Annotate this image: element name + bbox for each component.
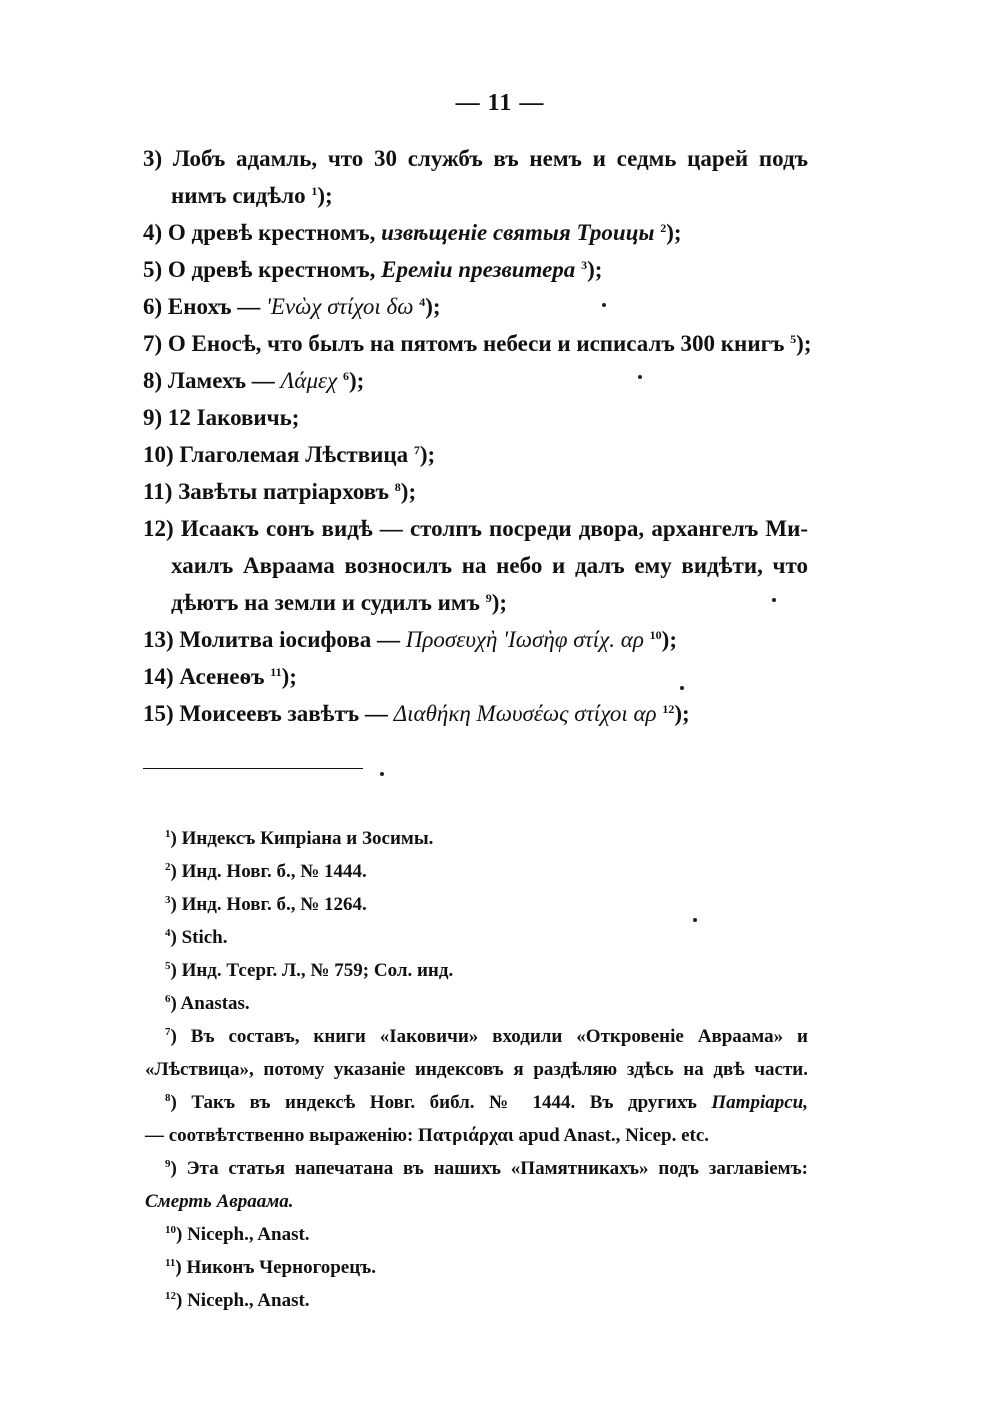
footnote-continuation xyxy=(145,1185,808,1218)
footnote-number: 8 xyxy=(165,1092,171,1104)
list-item xyxy=(143,288,808,325)
item-text: О древѣ крестномъ, xyxy=(167,257,376,282)
list-item xyxy=(143,621,808,658)
footnote-text: Никонъ Черногорецъ. xyxy=(186,1257,377,1278)
list-item xyxy=(143,399,808,436)
item-number: 11) xyxy=(143,479,173,504)
footnote-ref: 4 xyxy=(419,295,426,309)
list-item-continuation xyxy=(143,177,808,214)
footnote-number: 7 xyxy=(165,1026,171,1038)
list-item xyxy=(143,251,808,288)
list-item xyxy=(143,436,808,473)
item-number: 9) xyxy=(143,405,163,430)
footnote-ref: 9 xyxy=(485,591,492,605)
item-end: ); xyxy=(419,442,436,467)
footnote-continuation xyxy=(145,1053,808,1086)
footnote-text: Инд. Новг. б., № 1264. xyxy=(181,894,367,915)
item-number: 6) xyxy=(143,294,163,319)
footnote-text: «Лѣствица», потому указаніе индексовъ я раздѣляю здѣсь на двѣ части. xyxy=(145,1059,808,1080)
footnote-separator xyxy=(143,768,363,769)
footnote-continuation xyxy=(145,1119,808,1152)
footnote-text: Stich. xyxy=(181,927,228,948)
footnote-number: 10 xyxy=(165,1224,176,1236)
item-end: ); xyxy=(587,257,603,282)
footnote-ref: 10 xyxy=(649,628,662,642)
item-title: Ереміи презвитера xyxy=(381,257,576,282)
list-item xyxy=(143,362,808,399)
footnote-number: 4 xyxy=(165,927,171,939)
footnote-text: Индексъ Кипріана и Зосимы. xyxy=(181,828,434,849)
footnote-number: 3 xyxy=(165,894,171,906)
footnote: $^8$) Такъ въ индексѣ Новг. библ. № 1444. Въ другихъ Патріарси, xyxy=(165,1092,808,1113)
item-text: Молитва іосифова — xyxy=(179,627,401,652)
footnote: $^5$) Инд. Тсерг. Л., № 759; Сол. инд. xyxy=(165,960,454,981)
scan-speck xyxy=(693,918,697,922)
greek-text: Λάμεχ xyxy=(280,368,338,393)
scan-speck xyxy=(680,686,684,690)
item-number: 7) xyxy=(143,331,163,356)
list-item-continuation xyxy=(143,547,808,584)
footnotes xyxy=(145,822,808,1317)
footnote: $^1$) Индексъ Кипріана и Зосимы. xyxy=(165,828,434,849)
item-text: О древѣ крестномъ, xyxy=(167,220,376,245)
list-item xyxy=(143,214,808,251)
item-end: ); xyxy=(281,664,297,689)
item-text: Исаакъ сонъ видѣ — столпъ посреди двора, архангелъ Ми- xyxy=(180,516,808,541)
footnote-text: Инд. Тсерг. Л., № 759; Сол. инд. xyxy=(181,960,454,981)
scan-speck xyxy=(380,772,384,776)
main-text xyxy=(143,140,812,732)
list-item xyxy=(143,695,808,732)
footnote-ref: 2 xyxy=(660,221,667,235)
footnote: $^4$) Stich. xyxy=(165,927,228,948)
item-end: ); xyxy=(317,183,333,208)
footnote-text: Такъ въ индексѣ Новг. библ. № 1444. Въ другихъ xyxy=(191,1092,697,1113)
footnote-number: 2 xyxy=(165,861,171,873)
item-end: ); xyxy=(666,220,682,245)
footnote: $^2$) Инд. Новг. б., № 1444. xyxy=(165,861,367,882)
item-text: Ламехъ — xyxy=(167,368,275,393)
list-item xyxy=(143,510,808,547)
item-end: ); xyxy=(425,294,441,319)
footnote-number: 1 xyxy=(165,828,171,840)
footnote: $^7$) Въ составъ, книги «Іаковичи» входили «Откровеніе Авраама» и xyxy=(165,1026,808,1047)
footnote-text: Anastas. xyxy=(180,993,250,1014)
footnote-italic: Смерть Авраама. xyxy=(145,1191,294,1212)
list-item xyxy=(143,473,808,510)
footnote-text: Niceph., Anast. xyxy=(187,1224,310,1245)
greek-text: 'Ενὼχ στίχοι δω xyxy=(265,294,414,319)
footnote-text: Эта статья напечатана въ нашихъ «Памятникахъ» подъ заглавіемъ: xyxy=(186,1158,809,1179)
footnote-text: Niceph., Anast. xyxy=(187,1290,310,1311)
footnote-text: — соотвѣтственно выраженію: Πατριάρχαι apud Anast., Nicep. etc. xyxy=(145,1125,710,1146)
item-number: 14) xyxy=(143,664,174,689)
footnote: $^9$) Эта статья напечатана въ нашихъ «Памятникахъ» подъ заглавіемъ: xyxy=(165,1158,809,1179)
list-item xyxy=(143,140,808,177)
page-number: — 11 — xyxy=(455,90,545,116)
footnote: $^{12}$) Niceph., Anast. xyxy=(165,1290,310,1311)
item-text: нимъ сидѣло xyxy=(171,183,306,208)
scan-speck xyxy=(602,303,606,307)
footnote-ref: 7 xyxy=(413,443,420,457)
item-text: Асенеѳъ xyxy=(179,664,265,689)
list-item-continuation xyxy=(143,584,808,621)
item-text: хаилъ Авраама возносилъ на небо и далъ ему видѣти, что xyxy=(171,553,808,578)
item-number: 13) xyxy=(143,627,174,652)
item-text: Моисеевъ завѣтъ — xyxy=(179,701,388,726)
item-number: 15) xyxy=(143,701,174,726)
list-item xyxy=(143,325,812,362)
item-text: О Еносѣ, что былъ на пятомъ небеси и исписалъ 300 книгъ xyxy=(167,331,785,356)
footnote-ref: 3 xyxy=(581,258,588,272)
footnote-number: 9 xyxy=(165,1158,171,1170)
item-end: ); xyxy=(348,368,365,393)
footnote-ref: 11 xyxy=(270,665,282,679)
footnote-italic: Патріарси, xyxy=(711,1092,808,1113)
item-number: 4) xyxy=(143,220,163,245)
footnote-number: 6 xyxy=(165,993,171,1005)
footnote-text: Въ составъ, книги «Іаковичи» входили «Откровеніе Авраама» и xyxy=(190,1026,808,1047)
footnote: $^3$) Инд. Новг. б., № 1264. xyxy=(165,894,367,915)
item-number: 5) xyxy=(143,257,163,282)
footnote: $^{11}$) Никонъ Черногорецъ. xyxy=(165,1257,377,1278)
footnote-ref: 8 xyxy=(394,480,401,494)
footnote-ref: 6 xyxy=(342,369,349,383)
item-text: Лобъ адамль, что 30 службъ въ немъ и седмь царей подъ xyxy=(172,146,809,171)
item-number: 12) xyxy=(143,516,174,541)
item-text: Енохъ — xyxy=(167,294,261,319)
item-title: извѣщеніе святыя Троицы xyxy=(381,220,655,245)
item-end: ); xyxy=(491,590,508,615)
greek-text: Προσευχὴ 'Ιωσὴφ στίχ. αρ xyxy=(405,627,644,652)
item-text: Глаголемая Лѣствица xyxy=(179,442,409,467)
item-number: 10) xyxy=(143,442,174,467)
item-end: ); xyxy=(400,479,417,504)
item-number: 8) xyxy=(143,368,163,393)
greek-text: Διαθήκη Μωυσέως στίχοι αρ xyxy=(393,701,657,726)
footnote-ref: 1 xyxy=(311,184,318,198)
footnote: $^{10}$) Niceph., Anast. xyxy=(165,1224,310,1245)
footnote-text: Инд. Новг. б., № 1444. xyxy=(181,861,367,882)
item-text: 12 Іаковичь; xyxy=(167,405,300,430)
scan-speck xyxy=(638,375,642,379)
footnote-number: 11 xyxy=(165,1257,176,1269)
footnote-ref: 12 xyxy=(662,702,675,716)
item-text: дѣютъ на земли и судилъ имъ xyxy=(171,590,480,615)
footnote-number: 12 xyxy=(165,1290,176,1302)
item-end: ); xyxy=(674,701,690,726)
list-item xyxy=(143,658,808,695)
item-number: 3) xyxy=(143,146,163,171)
item-text: Завѣты патріарховъ xyxy=(178,479,390,504)
scan-speck xyxy=(772,598,776,602)
item-end: ); xyxy=(661,627,677,652)
footnote-number: 5 xyxy=(165,960,171,972)
footnote-ref: 5 xyxy=(790,332,797,346)
item-end: ); xyxy=(796,331,812,356)
footnote: $^6$) Anastas. xyxy=(165,993,250,1014)
